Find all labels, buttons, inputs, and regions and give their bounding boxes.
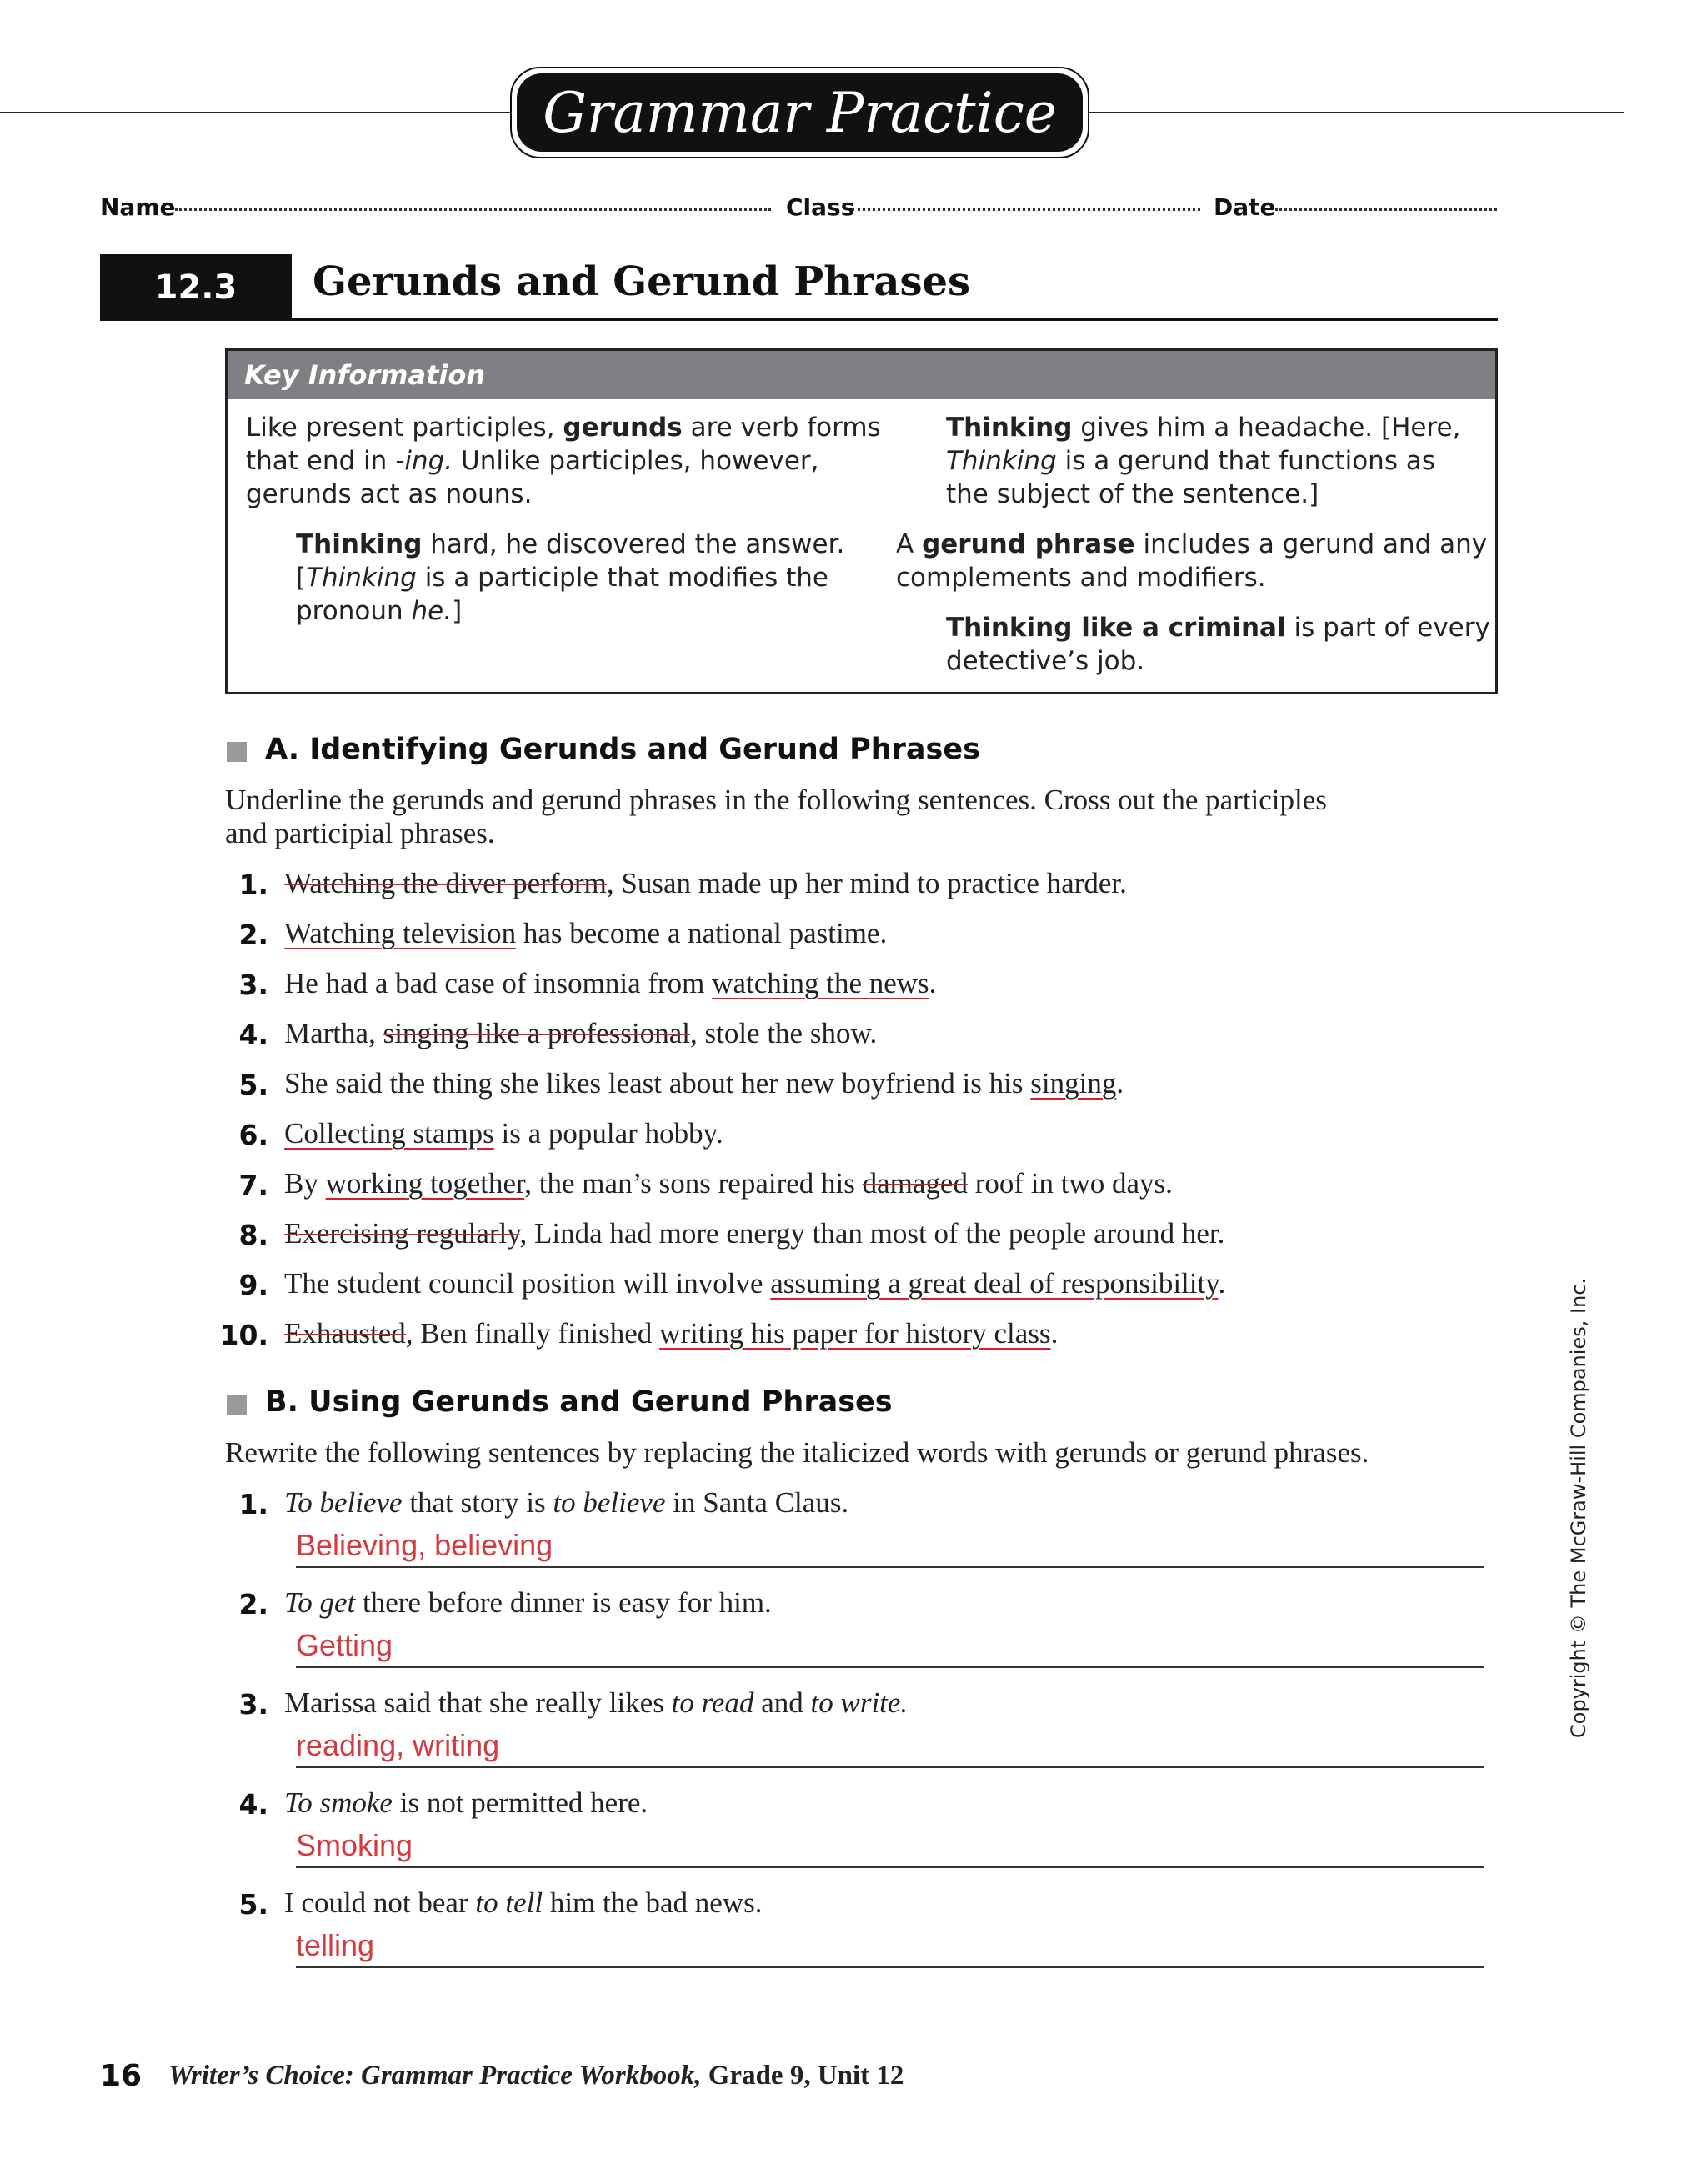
underlined-gerund: Watching television (284, 917, 517, 949)
banner-title: Grammar Practice (517, 73, 1083, 152)
key-right-phrase-example: Thinking like a criminal is part of every detective’s job. (946, 613, 1490, 676)
exercise-sentence (284, 1686, 908, 1720)
crossed-out-participle: Exhausted (284, 1317, 406, 1350)
sentence-text: He had a bad case of insomnia from (284, 967, 713, 999)
sentence-text: She said the thing she likes least about her new boyfriend is his (284, 1067, 1031, 1100)
copyright-notice: Copyright © The McGraw-Hill Companies, Inc. (1567, 1277, 1590, 1738)
underlined-gerund: Collecting stamps (284, 1117, 494, 1150)
sentence-text: to believe (553, 1486, 666, 1519)
sentence-text: I could not bear (284, 1886, 476, 1919)
item-number: 3. (238, 969, 268, 1001)
sentence-text: . (1116, 1067, 1124, 1100)
handwritten-answer: Believing, believing (296, 1528, 553, 1562)
exercise-sentence (284, 967, 936, 1000)
answer-line[interactable] (296, 1966, 1484, 1968)
exercise-sentence (284, 1117, 723, 1150)
sentence-text: To smoke (284, 1786, 393, 1819)
exercise-sentence (284, 1217, 1224, 1250)
sentence-text: Martha, (284, 1017, 383, 1049)
sentence-text: The student council position will involve (284, 1267, 771, 1300)
sentence-text: To get (284, 1586, 356, 1619)
key-right-definition: A gerund phrase includes a gerund and any complements and modifiers. (896, 529, 1488, 593)
title-banner (510, 67, 1089, 158)
exercise-sentence (284, 867, 1127, 900)
handwritten-answer: Getting (296, 1628, 393, 1662)
sentence-text: has become a national pastime. (516, 917, 888, 949)
item-number: 6. (238, 1119, 268, 1151)
underlined-gerund: singing (1030, 1067, 1117, 1100)
section-b-title: B. Using Gerunds and Gerund Phrases (265, 1385, 893, 1419)
exercise-sentence (284, 917, 887, 950)
exercise-sentence (284, 1486, 848, 1520)
date-label: Date (1214, 193, 1276, 221)
item-number: 1. (238, 1488, 268, 1520)
key-right-example: Thinking gives him a headache. [Here, Thinking is a gerund that functions as the subject of the sentence.] (946, 413, 1461, 509)
sentence-text: him the bad news. (543, 1886, 763, 1919)
class-field[interactable] (852, 208, 1200, 211)
exercise-sentence (284, 1317, 1058, 1350)
sentence-text: to read (671, 1686, 754, 1719)
item-number: 4. (238, 1788, 268, 1821)
exercise-sentence (284, 1167, 1173, 1200)
exercise-sentence (284, 1267, 1225, 1300)
exercise-sentence (284, 1017, 877, 1050)
sentence-text: . (1218, 1267, 1226, 1300)
item-number: 5. (238, 1069, 268, 1101)
section-a-instructions: Underline the gerunds and gerund phrases in the following sentences. Cross out the participles and participial phrases. (225, 784, 1327, 849)
exercise-sentence (284, 1786, 648, 1820)
lesson-number: 12.3 (100, 254, 292, 321)
item-number: 9. (238, 1269, 268, 1301)
sentence-text: . (929, 967, 937, 999)
section-b-instructions: Rewrite the following sentences by replacing the italicized words with gerunds or gerund phrases. (225, 1436, 1369, 1469)
crossed-out-participle: damaged (862, 1167, 968, 1200)
item-number: 5. (238, 1888, 268, 1921)
underlined-gerund: writing his paper for history class (659, 1317, 1051, 1350)
lesson-rule (292, 318, 1498, 321)
item-number: 2. (238, 1588, 268, 1620)
lesson-title: Gerunds and Gerund Phrases (313, 258, 971, 305)
item-number: 4. (238, 1019, 268, 1051)
sentence-text: there before dinner is easy for him. (355, 1586, 772, 1619)
sentence-text: , Linda had more energy than most of the people around her. (519, 1217, 1225, 1250)
item-number: 3. (238, 1688, 268, 1721)
answer-line[interactable] (296, 1866, 1484, 1868)
page-number: 16 (100, 2059, 143, 2093)
sentence-text: , stole the show. (689, 1017, 878, 1049)
sentence-text: , Susan made up her mind to practice harder. (606, 867, 1127, 899)
footer-book-title: Writer’s Choice: Grammar Practice Workbook, Grade 9, Unit 12 (168, 2061, 904, 2091)
sentence-text: that story is (402, 1486, 553, 1519)
sentence-text: roof in two days. (967, 1167, 1173, 1200)
underlined-gerund: working together (325, 1167, 525, 1200)
key-information-box (225, 348, 1498, 694)
key-left-definition: Like present participles, gerunds are verb forms that end in -ing. Unlike participles, however, gerunds act as nouns. (246, 413, 881, 509)
class-label: Class (786, 193, 855, 221)
item-number: 1. (238, 869, 268, 901)
item-number: 7. (238, 1169, 268, 1201)
crossed-out-participle: Watching the diver perform (284, 867, 607, 899)
sentence-text: , the man’s sons repaired his (524, 1167, 863, 1200)
answer-line[interactable] (296, 1766, 1484, 1768)
sentence-text: , Ben finally finished (405, 1317, 660, 1350)
exercise-sentence (284, 1067, 1124, 1100)
sentence-text: . (1050, 1317, 1059, 1350)
item-number: 10. (219, 1319, 268, 1351)
handwritten-answer: telling (296, 1928, 375, 1962)
sentence-text: By (284, 1167, 326, 1200)
exercise-sentence (284, 1886, 763, 1920)
exercise-sentence (284, 1586, 772, 1620)
answer-line[interactable] (296, 1566, 1484, 1568)
answer-line[interactable] (296, 1666, 1484, 1668)
sentence-text: to tell (475, 1886, 543, 1919)
sentence-text: to write. (810, 1686, 909, 1719)
item-number: 8. (238, 1219, 268, 1251)
sentence-text: in Santa Claus. (665, 1486, 849, 1519)
section-a-title: A. Identifying Gerunds and Gerund Phrases (265, 733, 980, 766)
section-b-marker (227, 1395, 247, 1415)
sentence-text: Marissa said that she really likes (284, 1686, 672, 1719)
handwritten-answer: reading, writing (296, 1728, 500, 1762)
item-number: 2. (238, 919, 268, 951)
date-field[interactable] (1275, 208, 1497, 211)
sentence-text: is not permitted here. (392, 1786, 648, 1819)
underlined-gerund: watching the news (712, 967, 929, 999)
name-label: Name (100, 193, 176, 221)
crossed-out-participle: singing like a professional (383, 1017, 690, 1049)
sentence-text: is a popular hobby. (493, 1117, 723, 1150)
underlined-gerund: assuming a great deal of responsibility (770, 1267, 1219, 1300)
crossed-out-participle: Exercising regularly (284, 1217, 520, 1250)
key-left-example: Thinking hard, he discovered the answer. [Thinking is a participle that modifies the pronoun he.] (296, 529, 845, 626)
sentence-text: and (753, 1686, 811, 1719)
section-a-marker (227, 742, 247, 762)
sentence-text: To believe (284, 1486, 403, 1519)
name-field[interactable] (175, 208, 771, 211)
key-information-heading: Key Information (228, 351, 1495, 399)
handwritten-answer: Smoking (296, 1828, 413, 1862)
